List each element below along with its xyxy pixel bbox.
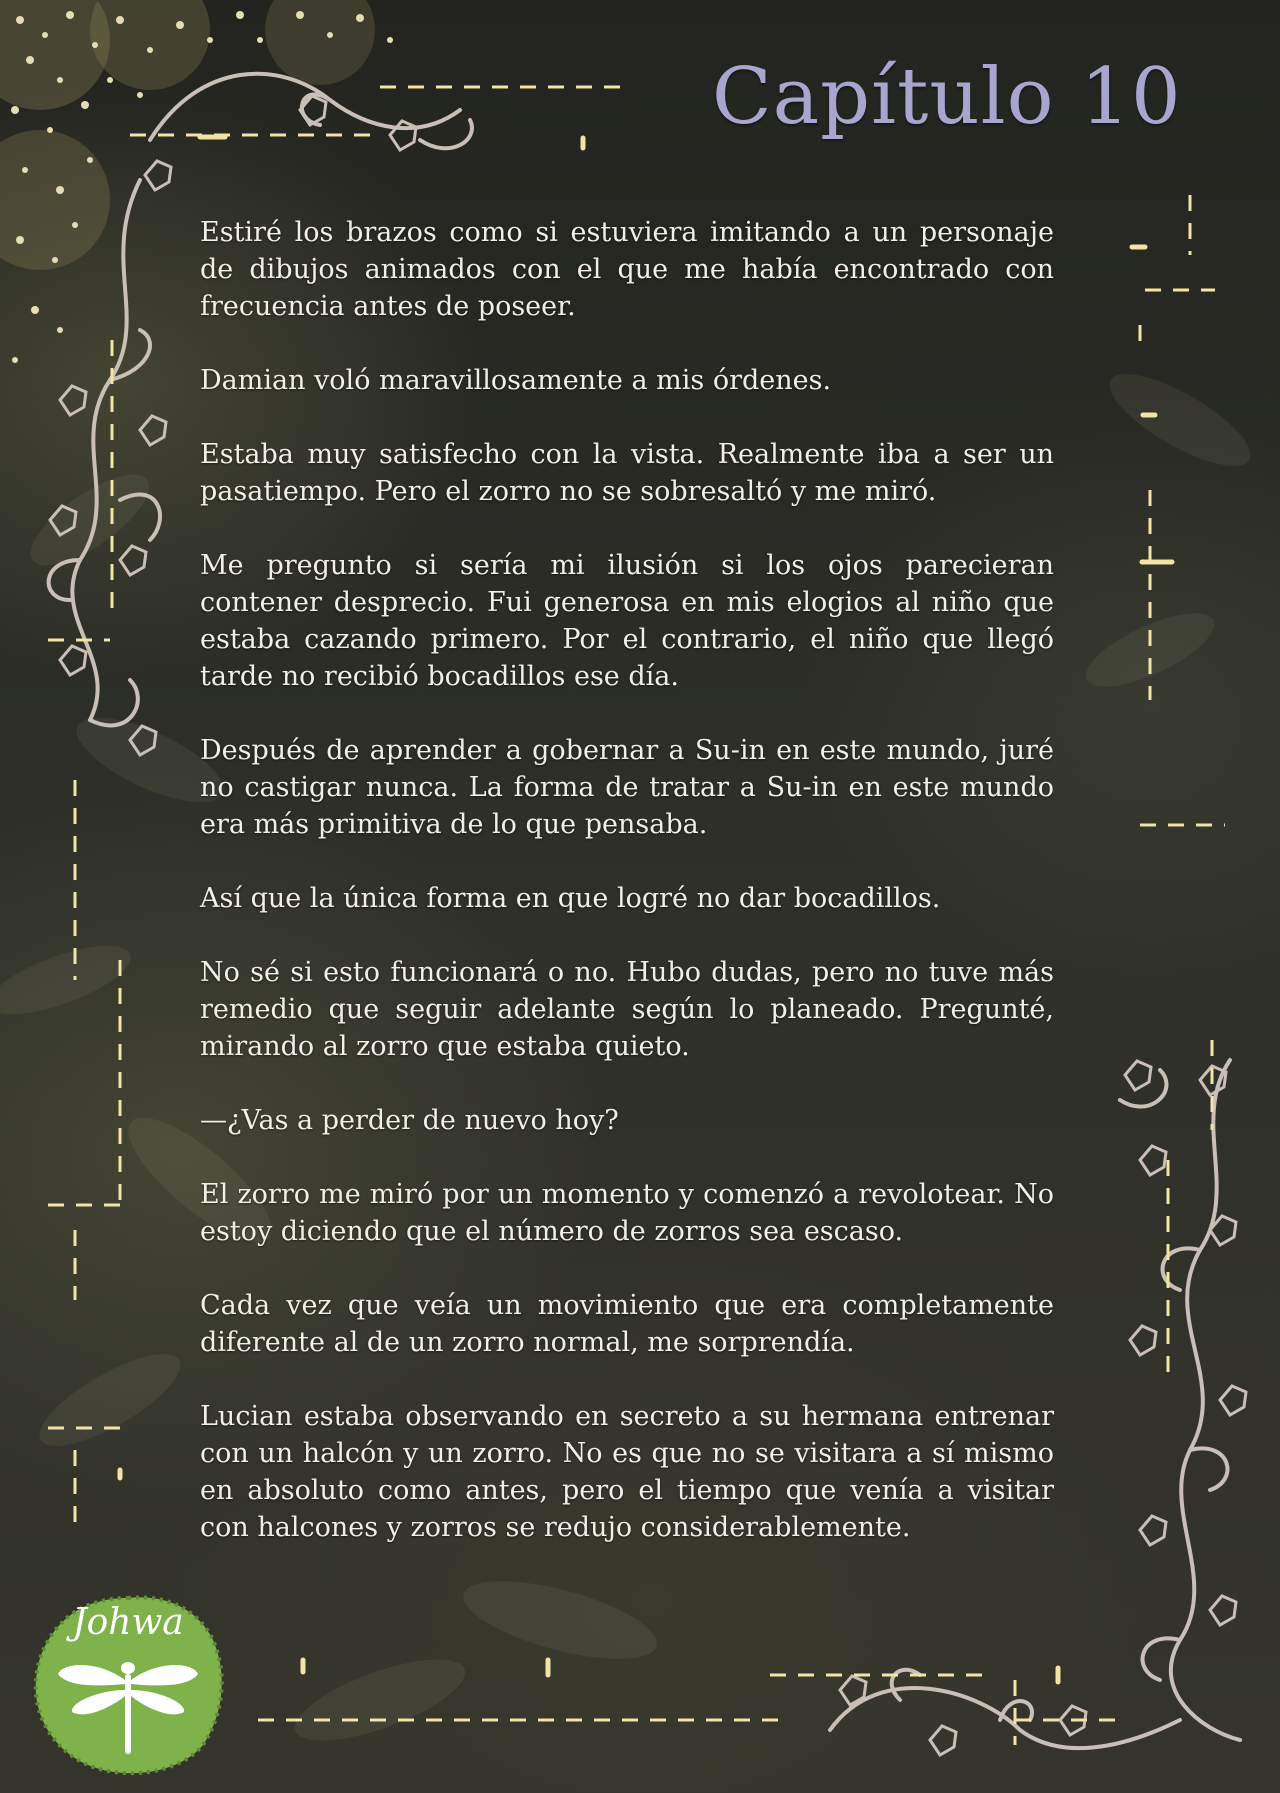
logo-text: Johwa	[72, 1602, 184, 1643]
paragraph: Estaba muy satisfecho con la vista. Realmente iba a ser un pasatiempo. Pero el zorro no se sobresaltó y me miró.	[200, 439, 1054, 507]
paragraph: Después de aprender a gobernar a Su-in en este mundo, juré no castigar nunca. La forma de tratar a Su-in en este mundo era más primitiva de lo que pensaba.	[200, 735, 1054, 840]
paragraph: Así que la única forma en que logré no dar bocadillos.	[200, 883, 941, 914]
paragraph: Lucian estaba observando en secreto a su hermana entrenar con un halcón y un zorro. No es que no se visitara a sí mismo en absoluto como antes, pero el tiempo que venía a visitar con halcones y zorros se redujo considerablemente.	[200, 1401, 1054, 1543]
paragraph: Damian voló maravillosamente a mis órdenes.	[200, 365, 832, 396]
chapter-title: Capítulo 10	[712, 52, 1182, 142]
paragraph: Estiré los brazos como si estuviera imitando a un personaje de dibujos animados con el que me había encontrado con frecuencia antes de poseer.	[200, 217, 1054, 322]
paragraph: —¿Vas a perder de nuevo hoy?	[200, 1105, 619, 1136]
paragraph: Me pregunto si sería mi ilusión si los ojos parecieran contener desprecio. Fui generosa en mis elogios al niño que estaba cazando primero. Por el contrario, el niño que llegó tarde no recibió bocadillos ese día.	[200, 550, 1054, 692]
johwa-logo	[28, 1590, 228, 1780]
paragraph: No sé si esto funcionará o no. Hubo dudas, pero no tuve más remedio que seguir adelante según lo planeado. Pregunté, mirando al zorro que estaba quieto.	[200, 957, 1054, 1062]
chapter-body	[200, 214, 1054, 1583]
paragraph: Cada vez que veía un movimiento que era completamente diferente al de un zorro normal, me sorprendía.	[200, 1290, 1054, 1358]
paragraph: El zorro me miró por un momento y comenzó a revolotear. No estoy diciendo que el número de zorros sea escaso.	[200, 1179, 1054, 1247]
